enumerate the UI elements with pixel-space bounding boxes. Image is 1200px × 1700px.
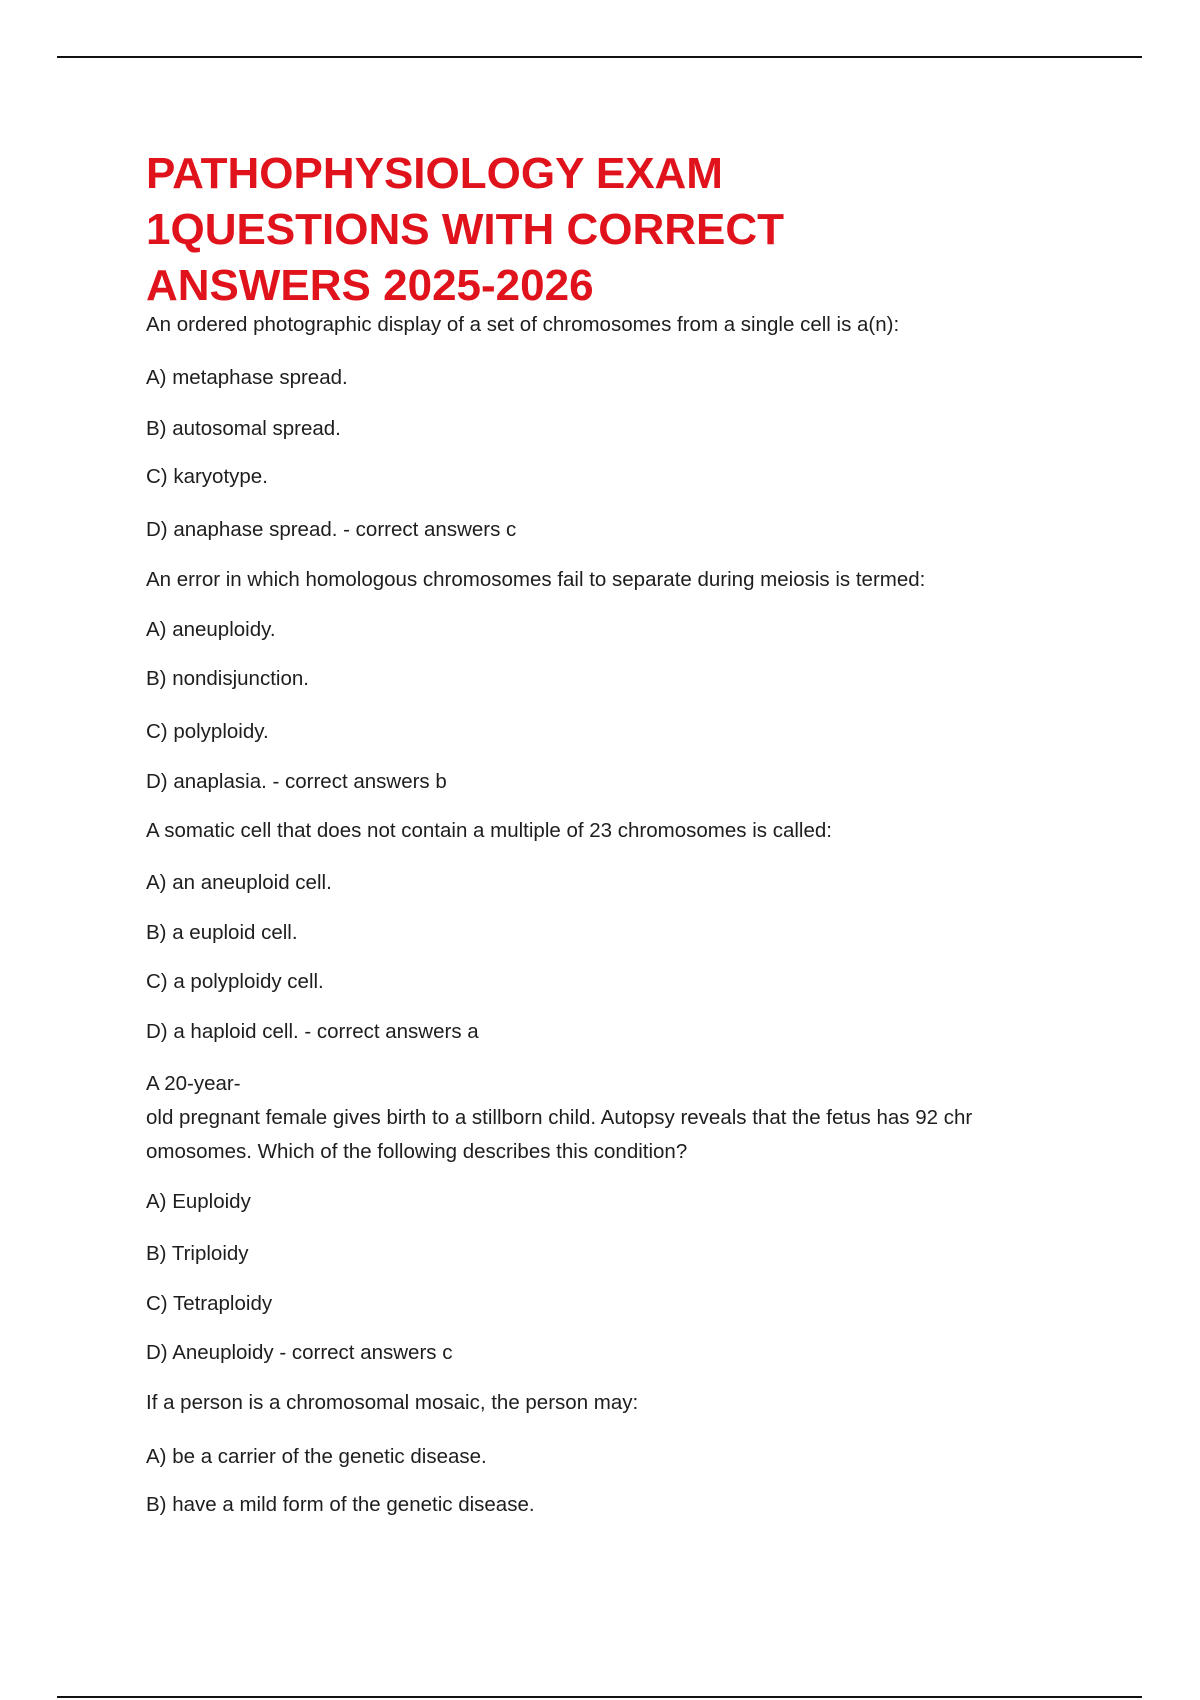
answer-option-with-key: D) a haploid cell. - correct answers a xyxy=(146,1020,479,1043)
answer-option: C) Tetraploidy xyxy=(146,1292,273,1315)
title-line: PATHOPHYSIOLOGY EXAM xyxy=(146,149,723,198)
title-line: 1QUESTIONS WITH CORRECT xyxy=(146,205,785,254)
question-text: An error in which homologous chromosomes fail to separate during meiosis is termed: xyxy=(146,568,926,591)
question-text: old pregnant female gives birth to a stillborn child. Autopsy reveals that the fetus has 92 chr xyxy=(146,1106,973,1129)
answer-option: C) polyploidy. xyxy=(146,720,269,743)
bottom-rule xyxy=(57,1696,1142,1698)
answer-option-with-key: D) anaphase spread. - correct answers c xyxy=(146,518,517,541)
answer-option: C) a polyploidy cell. xyxy=(146,970,324,993)
question-text: If a person is a chromosomal mosaic, the person may: xyxy=(146,1391,639,1414)
question-text: omosomes. Which of the following describes this condition? xyxy=(146,1140,688,1163)
answer-option: B) nondisjunction. xyxy=(146,667,309,690)
answer-option: A) be a carrier of the genetic disease. xyxy=(146,1445,487,1468)
document-title xyxy=(146,146,1046,314)
answer-option: B) Triploidy xyxy=(146,1242,249,1265)
answer-option-with-key: D) Aneuploidy - correct answers c xyxy=(146,1341,453,1364)
answer-option: C) karyotype. xyxy=(146,465,268,488)
answer-option-with-key: D) anaplasia. - correct answers b xyxy=(146,770,447,793)
question-text: A somatic cell that does not contain a multiple of 23 chromosomes is called: xyxy=(146,819,832,842)
answer-option: A) aneuploidy. xyxy=(146,618,276,641)
answer-option: B) autosomal spread. xyxy=(146,417,341,440)
answer-option: A) metaphase spread. xyxy=(146,366,348,389)
answer-option: A) Euploidy xyxy=(146,1190,251,1213)
question-text: An ordered photographic display of a set of chromosomes from a single cell is a(n): xyxy=(146,313,900,336)
answer-option: B) have a mild form of the genetic disease. xyxy=(146,1493,535,1516)
title-line: ANSWERS 2025-2026 xyxy=(146,261,594,310)
answer-option: A) an aneuploid cell. xyxy=(146,871,332,894)
answer-option: B) a euploid cell. xyxy=(146,921,298,944)
question-text: A 20-year- xyxy=(146,1072,241,1095)
top-rule xyxy=(57,56,1142,58)
